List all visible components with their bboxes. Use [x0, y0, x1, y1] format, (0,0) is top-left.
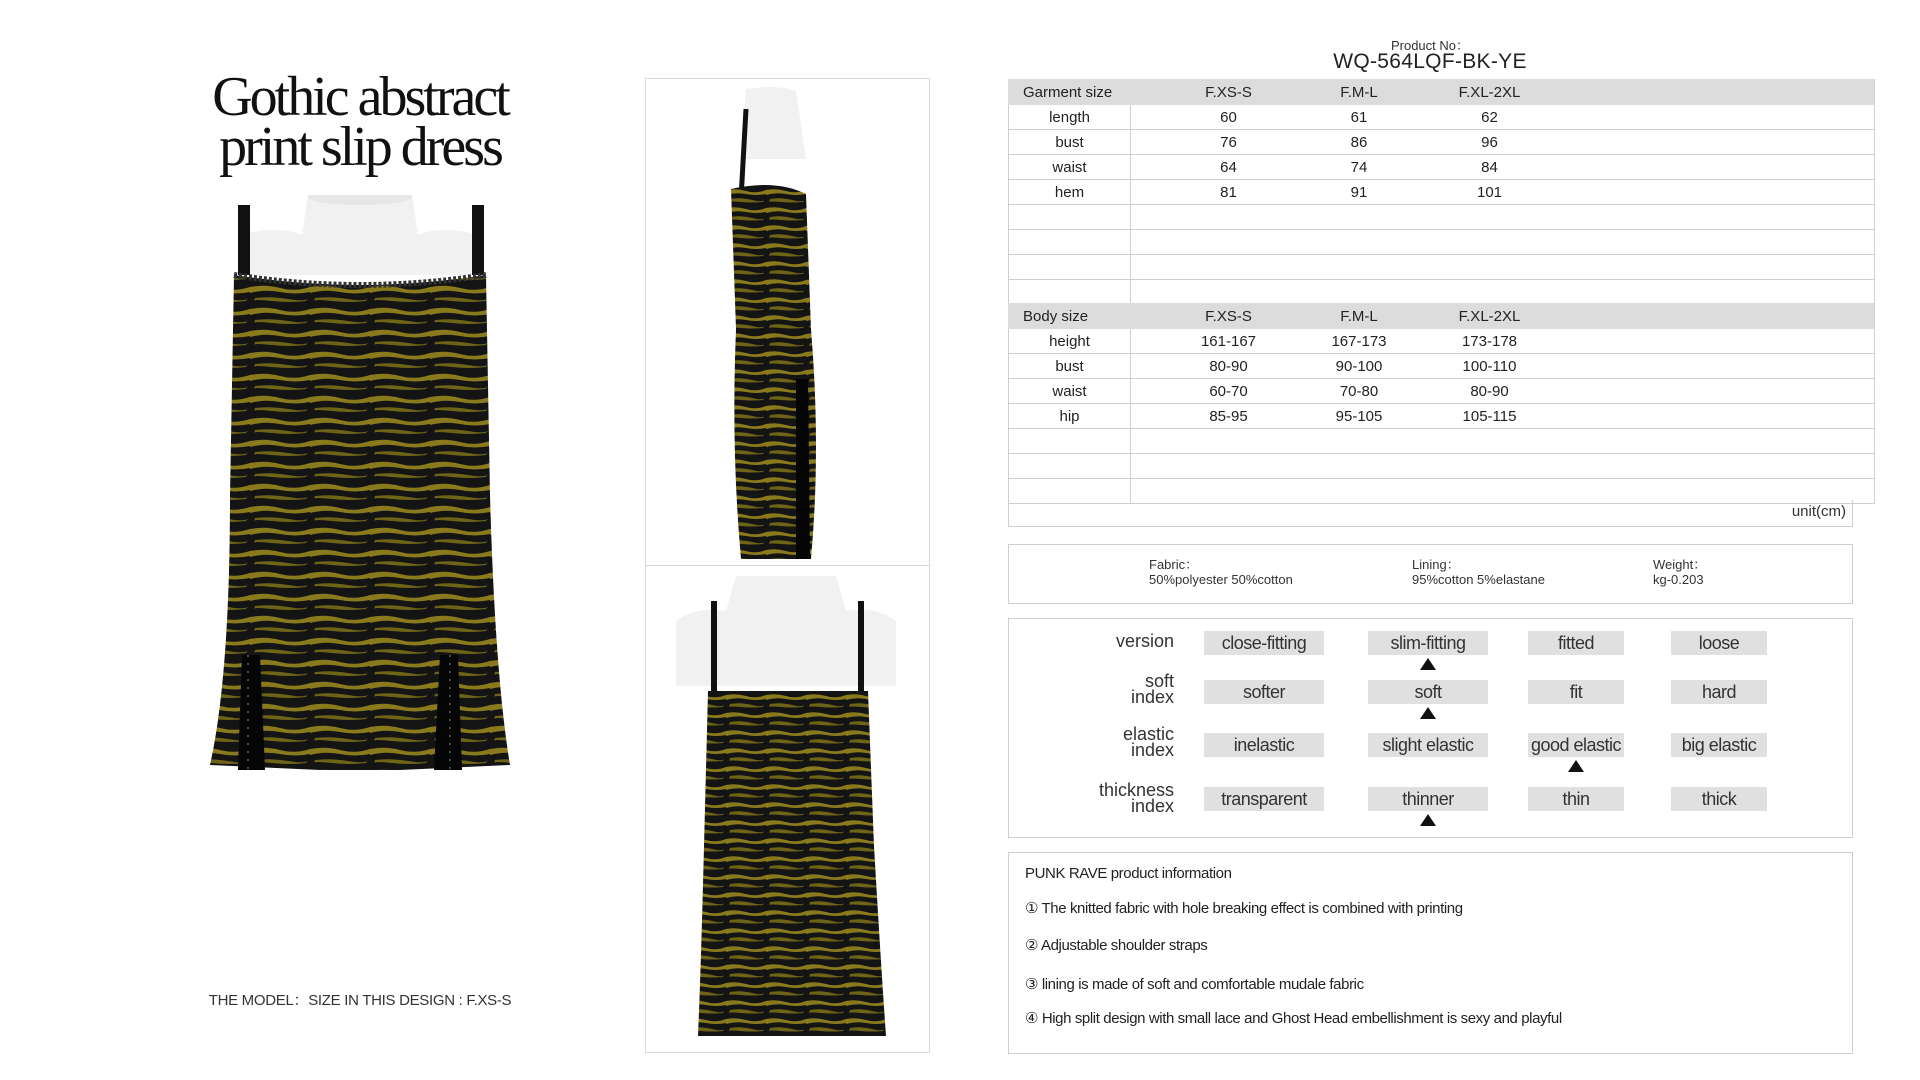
cell: 60: [1131, 105, 1327, 130]
empty-row: [1009, 205, 1875, 230]
table-row: [1009, 379, 1875, 404]
fabric-info-box: [1008, 544, 1853, 604]
option-slight-elastic: slight elastic: [1368, 733, 1488, 757]
garment-size-table: [1008, 79, 1875, 305]
side-view-frame: [645, 78, 930, 567]
cell: 70-80: [1326, 379, 1392, 404]
garment-header-size-2: F.M-L: [1326, 80, 1392, 105]
info-heading: PUNK RAVE product information: [1025, 865, 1232, 882]
option-transparent: transparent: [1204, 787, 1324, 811]
cell: 61: [1326, 105, 1392, 130]
cell: 100-110: [1392, 354, 1587, 379]
garment-header-label: Garment size: [1009, 80, 1131, 105]
option-big-elastic: big elastic: [1671, 733, 1767, 757]
empty-row: [1009, 454, 1875, 479]
cell: 85-95: [1131, 404, 1327, 429]
product-number: WQ-564LQF-BK-YE: [1333, 50, 1527, 73]
selected-marker-soft: [1420, 707, 1436, 719]
empty-row: [1009, 280, 1875, 305]
info-item-3: ③ lining is made of soft and comfortable mudale fabric: [1025, 976, 1364, 993]
cell: 96: [1392, 130, 1587, 155]
option-inelastic: inelastic: [1204, 733, 1324, 757]
model-size-note: THE MODEL：SIZE IN THIS DESIGN : F.XS-S: [208, 992, 512, 1009]
row-label: waist: [1009, 155, 1131, 180]
empty-row: [1009, 255, 1875, 280]
attr-label-version: version: [1115, 631, 1174, 651]
cell: 80-90: [1131, 354, 1327, 379]
option-slim-fitting: slim-fitting: [1368, 631, 1488, 655]
product-title: [190, 66, 530, 178]
selected-marker-thickness: [1420, 814, 1436, 826]
option-thin: thin: [1528, 787, 1624, 811]
attr-label-elastic: elastic index: [1122, 724, 1174, 760]
cell: 76: [1131, 130, 1327, 155]
row-label: length: [1009, 105, 1131, 130]
cell: 60-70: [1131, 379, 1327, 404]
title-line-1: Gothic abstract: [212, 66, 508, 128]
table-row: [1009, 130, 1875, 155]
body-header-size-3: F.XL-2XL: [1392, 304, 1587, 329]
left-strap: [238, 205, 250, 275]
attr-label-thickness: thickness index: [1098, 780, 1174, 816]
selected-marker-version: [1420, 658, 1436, 670]
table-row: [1009, 155, 1875, 180]
row-label: hip: [1009, 404, 1131, 429]
body-header-size-1: F.XS-S: [1131, 304, 1327, 329]
table-row: [1009, 404, 1875, 429]
weight-value: kg-0.203: [1653, 572, 1704, 587]
cell: 62: [1392, 105, 1587, 130]
garment-header-size-1: F.XS-S: [1131, 80, 1327, 105]
option-close-fitting: close-fitting: [1204, 631, 1324, 655]
body-header-label: Body size: [1009, 304, 1131, 329]
option-loose: loose: [1671, 631, 1767, 655]
cell: 84: [1392, 155, 1587, 180]
lining-column: [1412, 557, 1545, 587]
cell: 167-173: [1326, 329, 1392, 354]
weight-column: [1653, 557, 1706, 587]
cell: 86: [1326, 130, 1392, 155]
unit-label: unit(cm): [1791, 503, 1846, 520]
fabric-label: Fabric：: [1149, 557, 1199, 572]
table-row: [1009, 105, 1875, 130]
row-label: bust: [1009, 354, 1131, 379]
row-label: hem: [1009, 180, 1131, 205]
cell: 91: [1326, 180, 1392, 205]
weight-label: Weight：: [1653, 557, 1707, 572]
info-item-4: ④ High split design with small lace and Ghost Head embellishment is sexy and playful: [1025, 1010, 1562, 1027]
option-softer: softer: [1204, 680, 1324, 704]
cell: 81: [1131, 180, 1327, 205]
option-fit: fit: [1528, 680, 1624, 704]
side-view-photo: [646, 79, 929, 566]
fabric-column: [1149, 557, 1293, 587]
attr-label-soft: soft index: [1130, 671, 1174, 707]
row-label: waist: [1009, 379, 1131, 404]
product-number-label: Product No：: [1390, 38, 1470, 53]
fabric-value: 50%polyester 50%cotton: [1149, 572, 1293, 587]
cell: 64: [1131, 155, 1327, 180]
garment-header-size-3: F.XL-2XL: [1392, 80, 1587, 105]
table-row: [1009, 354, 1875, 379]
info-item-2: ② Adjustable shoulder straps: [1025, 937, 1208, 954]
empty-row: [1009, 429, 1875, 454]
title-line-2: print slip dress: [219, 116, 501, 178]
option-fitted: fitted: [1528, 631, 1624, 655]
empty-row: [1009, 230, 1875, 255]
front-view-photo: [190, 195, 530, 955]
option-thick: thick: [1671, 787, 1767, 811]
lining-label: Lining：: [1412, 557, 1460, 572]
selected-marker-elastic: [1568, 760, 1584, 772]
product-info-box: [1008, 852, 1853, 1054]
cell: 90-100: [1326, 354, 1392, 379]
cell: 95-105: [1326, 404, 1392, 429]
back-view-photo: [646, 566, 929, 1052]
attributes-box: [1008, 618, 1853, 838]
row-label: bust: [1009, 130, 1131, 155]
cell: 161-167: [1131, 329, 1327, 354]
table-row: [1009, 180, 1875, 205]
cell: 173-178: [1392, 329, 1587, 354]
option-hard: hard: [1671, 680, 1767, 704]
garment-header-row: [1009, 80, 1875, 105]
body-size-table: [1008, 303, 1875, 504]
info-item-1: ① The knitted fabric with hole breaking effect is combined with printing: [1025, 900, 1463, 917]
option-thinner: thinner: [1368, 787, 1488, 811]
row-label: height: [1009, 329, 1131, 354]
table-row: [1009, 329, 1875, 354]
cell: 105-115: [1392, 404, 1587, 429]
back-view-frame: [645, 565, 930, 1053]
body-header-size-2: F.M-L: [1326, 304, 1392, 329]
cell: 80-90: [1392, 379, 1587, 404]
cell: 101: [1392, 180, 1587, 205]
option-good-elastic: good elastic: [1528, 733, 1624, 757]
lining-value: 95%cotton 5%elastane: [1412, 572, 1545, 587]
cell: 74: [1326, 155, 1392, 180]
body-header-row: [1009, 304, 1875, 329]
option-soft: soft: [1368, 680, 1488, 704]
right-strap: [472, 205, 484, 275]
